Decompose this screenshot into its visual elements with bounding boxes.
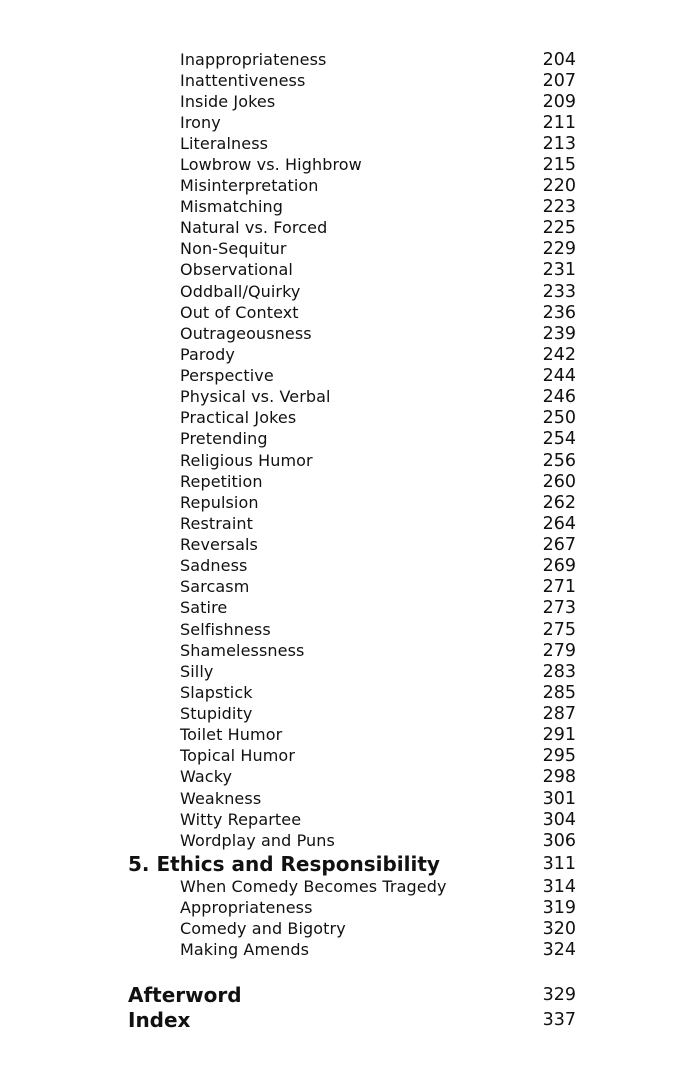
toc-entry-title: Misinterpretation bbox=[180, 176, 319, 195]
toc-entry-title: Lowbrow vs. Highbrow bbox=[180, 155, 362, 174]
toc-entry-title: Satire bbox=[180, 598, 228, 617]
toc-entry[interactable] bbox=[0, 766, 700, 788]
toc-entry[interactable] bbox=[0, 323, 700, 345]
toc-entry[interactable] bbox=[0, 428, 700, 450]
toc-entry[interactable] bbox=[0, 386, 700, 408]
toc-entry-page: 209 bbox=[542, 92, 576, 112]
toc-entry-title: Selfishness bbox=[180, 620, 271, 639]
toc-entry-title: Observational bbox=[180, 260, 293, 279]
toc-entry[interactable] bbox=[0, 450, 700, 472]
chapter-title: 5. Ethics and Responsibility bbox=[128, 852, 440, 876]
toc-entry-page: 314 bbox=[542, 877, 576, 897]
toc-entry-page: 324 bbox=[542, 940, 576, 960]
toc-entry[interactable] bbox=[0, 619, 700, 641]
toc-entry-page: 233 bbox=[542, 282, 576, 302]
toc-entry-title: Practical Jokes bbox=[180, 408, 297, 427]
chapter-page: 311 bbox=[542, 854, 576, 874]
toc-entry[interactable] bbox=[0, 175, 700, 197]
toc-entry-page: 304 bbox=[542, 810, 576, 830]
toc-entry-title: Sadness bbox=[180, 556, 248, 575]
toc-entry-page: 211 bbox=[542, 113, 576, 133]
toc-entry-title: Literalness bbox=[180, 134, 269, 153]
toc-entry[interactable] bbox=[0, 830, 700, 852]
toc-entry-page: 223 bbox=[542, 197, 576, 217]
afterword-title: Afterword bbox=[128, 983, 242, 1007]
toc-entry-page: 229 bbox=[542, 239, 576, 259]
toc-entry-title: Silly bbox=[180, 662, 214, 681]
toc-entry-page: 285 bbox=[542, 683, 576, 703]
toc-entry[interactable] bbox=[0, 661, 700, 683]
toc-entry[interactable] bbox=[0, 112, 700, 134]
toc-entry[interactable] bbox=[0, 534, 700, 556]
toc-entry-page: 264 bbox=[542, 514, 576, 534]
toc-entry-page: 279 bbox=[542, 641, 576, 661]
toc-entry[interactable] bbox=[0, 597, 700, 619]
toc-entry-title: Weakness bbox=[180, 789, 262, 808]
toc-entry-page: 250 bbox=[542, 408, 576, 428]
toc-entry-title: Topical Humor bbox=[180, 746, 296, 765]
index-title: Index bbox=[128, 1008, 191, 1032]
toc-entry-title: Parody bbox=[180, 345, 235, 364]
toc-entry-page: 267 bbox=[542, 535, 576, 555]
toc-entry-page: 231 bbox=[542, 260, 576, 280]
toc-entry-page: 242 bbox=[542, 345, 576, 365]
toc-entry[interactable] bbox=[0, 897, 700, 919]
toc-entry-page: 256 bbox=[542, 451, 576, 471]
toc-entry-page: 262 bbox=[542, 493, 576, 513]
toc-entry-page: 287 bbox=[542, 704, 576, 724]
toc-entry-title: Slapstick bbox=[180, 683, 253, 702]
toc-entry-title: Inappropriateness bbox=[180, 50, 327, 69]
toc-entry[interactable] bbox=[0, 344, 700, 366]
toc-entry-page: 225 bbox=[542, 218, 576, 238]
toc-entry-page: 220 bbox=[542, 176, 576, 196]
toc-entry[interactable] bbox=[0, 640, 700, 662]
toc-entry[interactable] bbox=[0, 302, 700, 324]
toc-entry-title: Religious Humor bbox=[180, 451, 313, 470]
toc-entry-title: Sarcasm bbox=[180, 577, 250, 596]
toc-entry-page: 319 bbox=[542, 898, 576, 918]
toc-entry[interactable] bbox=[0, 788, 700, 810]
toc-entry[interactable] bbox=[0, 471, 700, 493]
toc-entry-title: Appropriateness bbox=[180, 898, 313, 917]
toc-entry-page: 254 bbox=[542, 429, 576, 449]
toc-entry-page: 291 bbox=[542, 725, 576, 745]
toc-entry[interactable] bbox=[0, 91, 700, 113]
toc-entry-page: 275 bbox=[542, 620, 576, 640]
toc-entry[interactable] bbox=[0, 918, 700, 940]
toc-entry-page: 246 bbox=[542, 387, 576, 407]
toc-entry[interactable] bbox=[0, 939, 700, 961]
toc-entry-page: 260 bbox=[542, 472, 576, 492]
toc-entry[interactable] bbox=[0, 70, 700, 92]
toc-entry-title: Restraint bbox=[180, 514, 253, 533]
toc-entry-title: Natural vs. Forced bbox=[180, 218, 328, 237]
toc-entry-page: 244 bbox=[542, 366, 576, 386]
toc-entry-title: Repulsion bbox=[180, 493, 259, 512]
toc-entry-page: 239 bbox=[542, 324, 576, 344]
toc-entry-title: Oddball/Quirky bbox=[180, 282, 301, 301]
toc-entry-title: Toilet Humor bbox=[180, 725, 283, 744]
toc-entry-title: Witty Repartee bbox=[180, 810, 302, 829]
toc-entry[interactable] bbox=[0, 217, 700, 239]
index-heading[interactable] bbox=[0, 1009, 700, 1031]
toc-entry-title: Repetition bbox=[180, 472, 263, 491]
afterword-page: 329 bbox=[542, 985, 576, 1005]
toc-entry-page: 269 bbox=[542, 556, 576, 576]
toc-entry-title: Shamelessness bbox=[180, 641, 305, 660]
toc-entry-page: 273 bbox=[542, 598, 576, 618]
toc-entry-page: 204 bbox=[542, 50, 576, 70]
toc-entry-page: 207 bbox=[542, 71, 576, 91]
toc-entry[interactable] bbox=[0, 238, 700, 260]
toc-entry-page: 236 bbox=[542, 303, 576, 323]
toc-entry-title: Making Amends bbox=[180, 940, 310, 959]
toc-entry[interactable] bbox=[0, 703, 700, 725]
toc-entry-page: 215 bbox=[542, 155, 576, 175]
toc-entry[interactable] bbox=[0, 745, 700, 767]
toc-entry-page: 271 bbox=[542, 577, 576, 597]
toc-entry-title: Out of Context bbox=[180, 303, 299, 322]
toc-entry[interactable] bbox=[0, 407, 700, 429]
toc-entry-title: Pretending bbox=[180, 429, 268, 448]
toc-entry-title: Perspective bbox=[180, 366, 274, 385]
toc-entry-title: Mismatching bbox=[180, 197, 284, 216]
toc-entry-page: 213 bbox=[542, 134, 576, 154]
toc-entry-page: 298 bbox=[542, 767, 576, 787]
toc-entry-title: Inside Jokes bbox=[180, 92, 276, 111]
toc-entry[interactable] bbox=[0, 365, 700, 387]
toc-entry[interactable] bbox=[0, 259, 700, 281]
toc-entry[interactable] bbox=[0, 49, 700, 71]
toc-entry-title: Physical vs. Verbal bbox=[180, 387, 331, 406]
toc-entry-title: Comedy and Bigotry bbox=[180, 919, 346, 938]
toc-entry[interactable] bbox=[0, 492, 700, 514]
toc-entry[interactable] bbox=[0, 281, 700, 303]
toc-entry[interactable] bbox=[0, 576, 700, 598]
toc-entry-page: 301 bbox=[542, 789, 576, 809]
toc-entry[interactable] bbox=[0, 133, 700, 155]
toc-entry[interactable] bbox=[0, 196, 700, 218]
toc-entry[interactable] bbox=[0, 555, 700, 577]
toc-entry[interactable] bbox=[0, 876, 700, 898]
toc-entry[interactable] bbox=[0, 724, 700, 746]
toc-entry-title: Outrageousness bbox=[180, 324, 312, 343]
toc-entry-title: Inattentiveness bbox=[180, 71, 306, 90]
toc-entry[interactable] bbox=[0, 513, 700, 535]
toc-entry-title: Wordplay and Puns bbox=[180, 831, 335, 850]
toc-entry-page: 283 bbox=[542, 662, 576, 682]
toc-entry-title: Non-Sequitur bbox=[180, 239, 287, 258]
index-page: 337 bbox=[542, 1010, 576, 1030]
toc-entry-title: Reversals bbox=[180, 535, 258, 554]
chapter-5-heading[interactable] bbox=[0, 853, 700, 875]
toc-entry-page: 320 bbox=[542, 919, 576, 939]
toc-entry-title: Irony bbox=[180, 113, 221, 132]
toc-entry[interactable] bbox=[0, 809, 700, 831]
toc-entry-title: When Comedy Becomes Tragedy bbox=[180, 877, 447, 896]
toc-entry-page: 306 bbox=[542, 831, 576, 851]
toc-entry[interactable] bbox=[0, 682, 700, 704]
toc-entry-page: 295 bbox=[542, 746, 576, 766]
toc-entry-title: Wacky bbox=[180, 767, 233, 786]
toc-entry-title: Stupidity bbox=[180, 704, 253, 723]
toc-entry[interactable] bbox=[0, 154, 700, 176]
afterword-heading[interactable] bbox=[0, 984, 700, 1006]
